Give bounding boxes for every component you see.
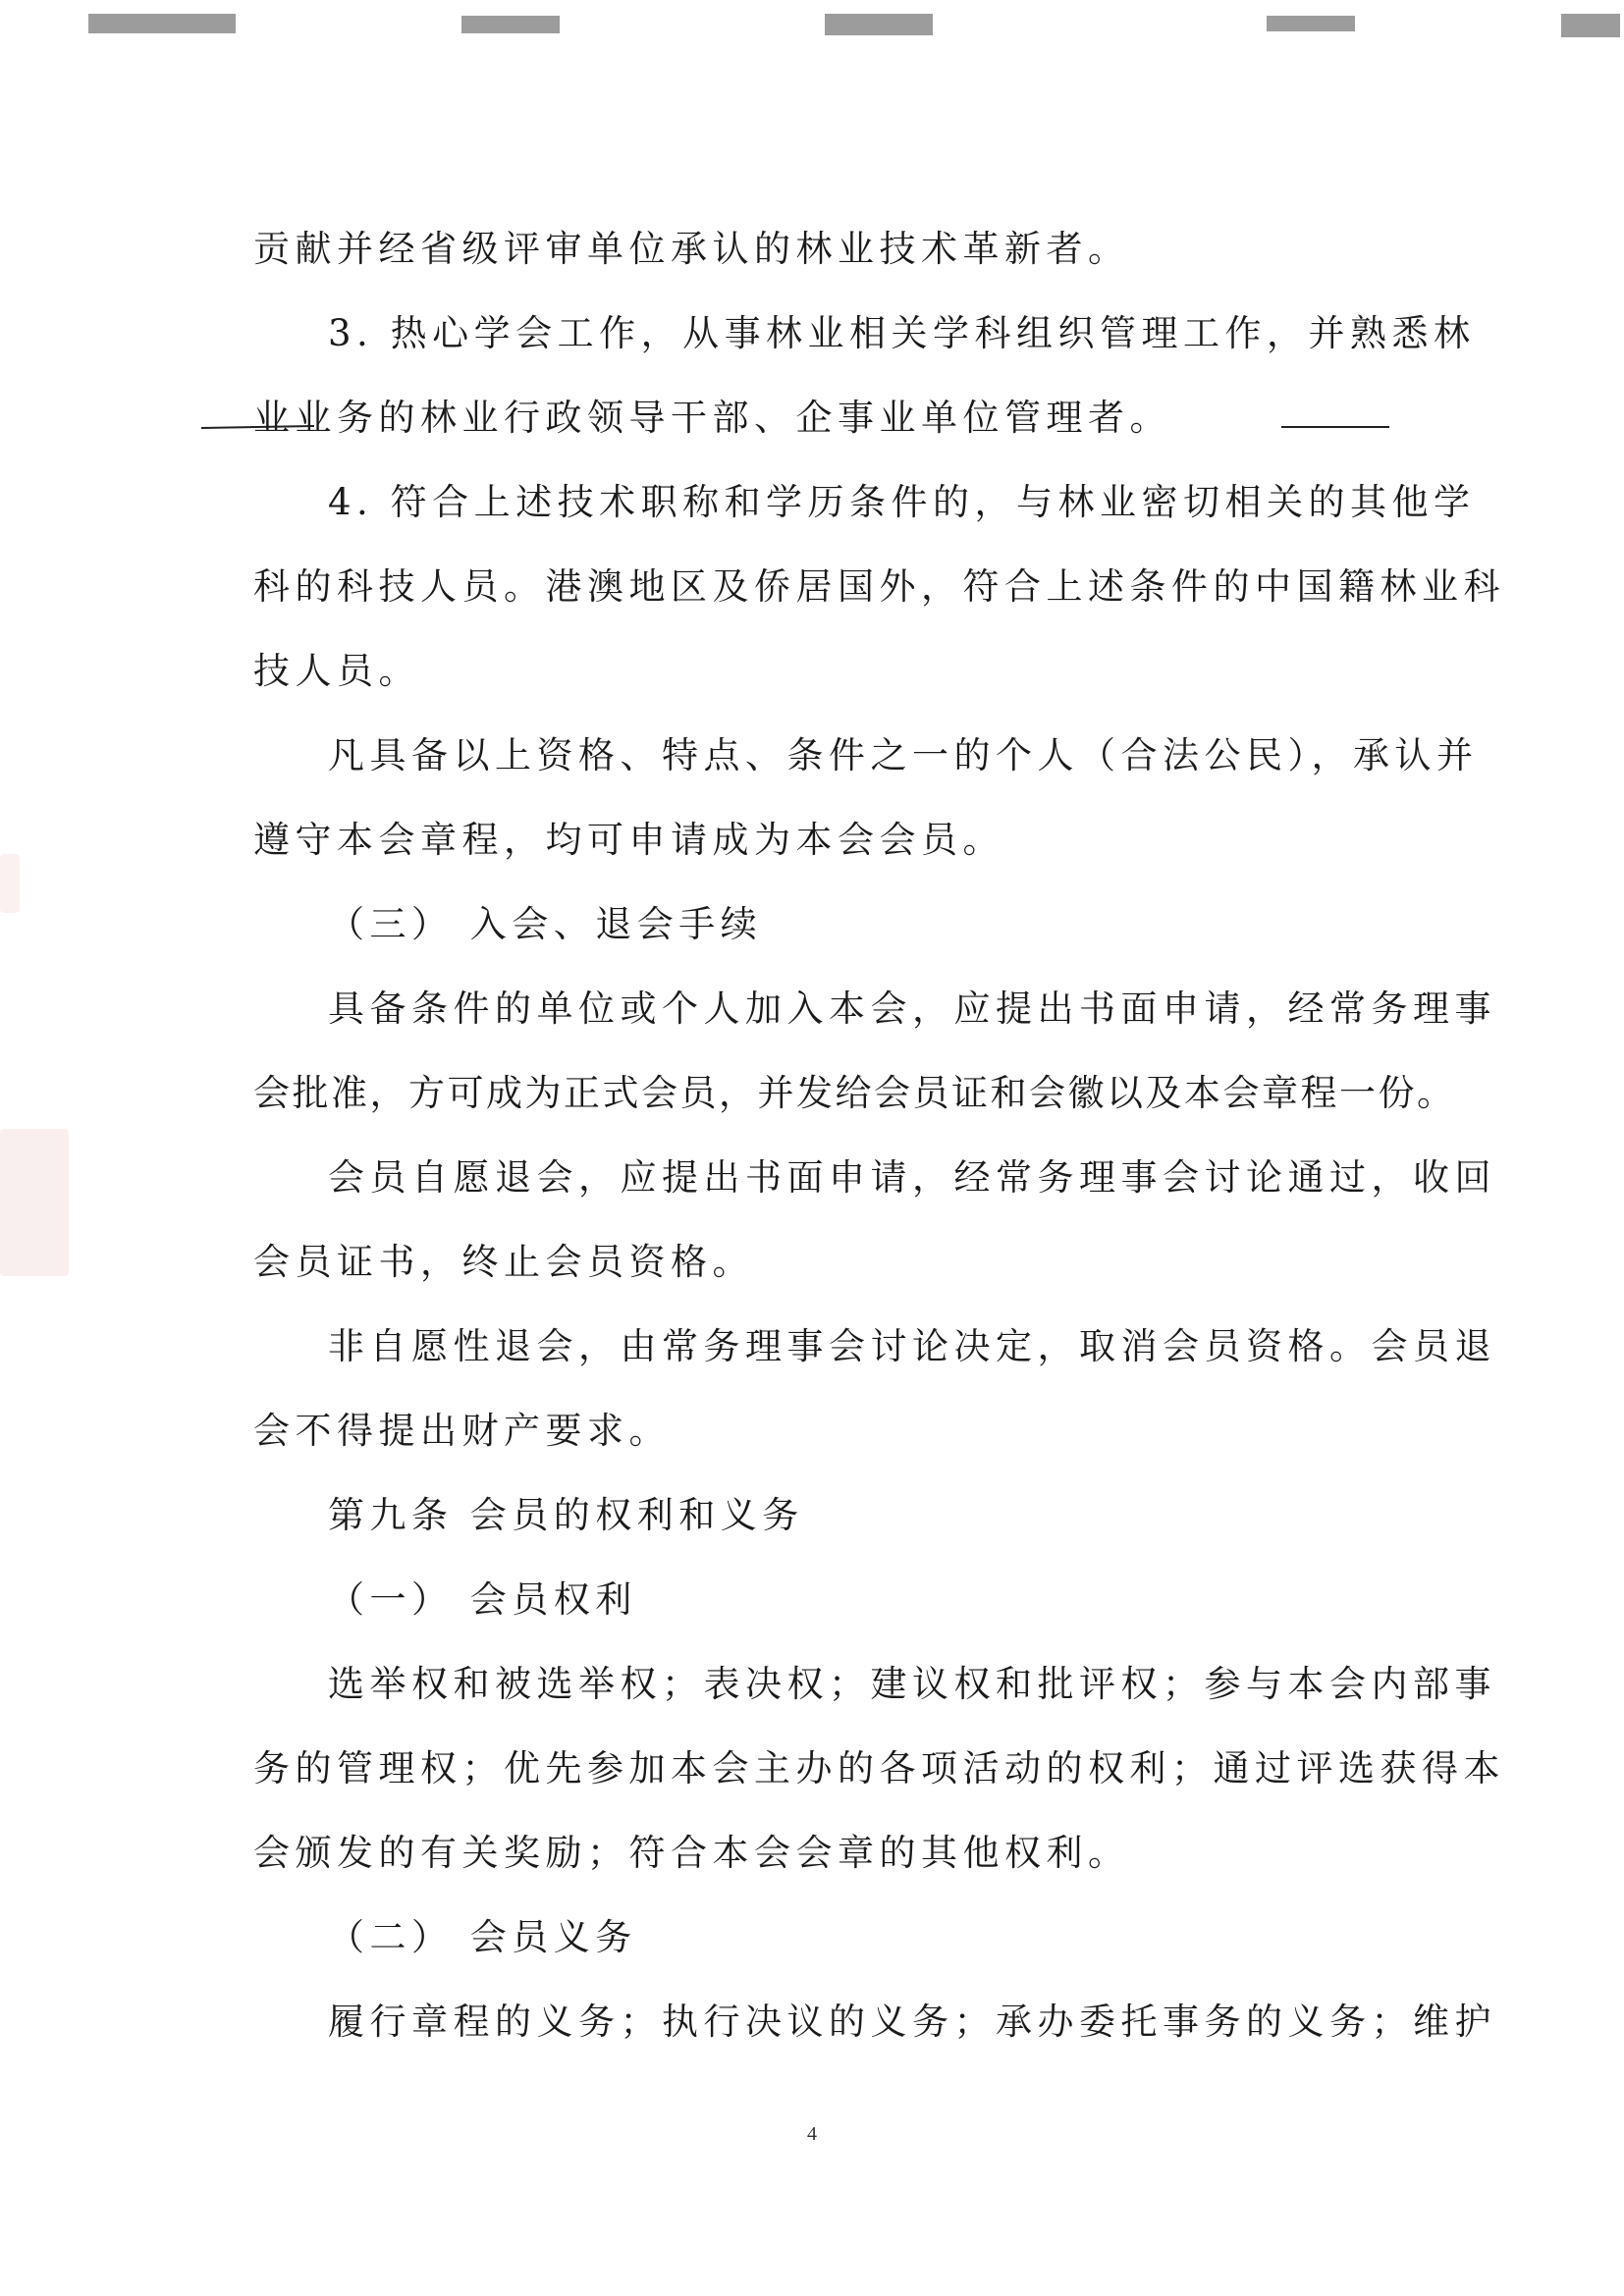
scan-artifact [825, 14, 933, 35]
paragraph-line: 选举权和被选举权；表决权；建议权和批评权；参与本会内部事 [328, 1663, 1496, 1705]
paragraph-line: 3. 热心学会工作，从事林业相关学科组织管理工作，并熟悉林 [328, 312, 1476, 354]
section-heading: （一） 会员权利 [328, 1578, 637, 1621]
paragraph-line: 履行章程的义务；执行决议的义务；承办委托事务的义务；维护 [328, 2001, 1496, 2043]
stamp-bleed [0, 854, 20, 913]
paragraph-line: 非自愿性退会，由常务理事会讨论决定，取消会员资格。会员退 [328, 1325, 1496, 1367]
paragraph-line: 贡献并经省级评审单位承认的林业技术革新者。 [253, 228, 1130, 270]
paragraph-line: 具备条件的单位或个人加入本会，应提出书面申请，经常务理事 [328, 988, 1496, 1030]
paragraph-line: 会颁发的有关奖励；符合本会会章的其他权利。 [253, 1832, 1130, 1874]
page-number: 4 [807, 2123, 817, 2145]
scan-artifact [88, 14, 236, 33]
paragraph-line: 会批准，方可成为正式会员，并发给会员证和会徽以及本会章程一份。 [253, 1072, 1456, 1114]
paragraph-line: 会员证书，终止会员资格。 [253, 1241, 754, 1283]
scan-artifact [461, 16, 560, 33]
paragraph-line: 科的科技人员。港澳地区及侨居国外，符合上述条件的中国籍林业科 [253, 565, 1505, 608]
paragraph-line: 凡具备以上资格、特点、条件之一的个人（合法公民），承认并 [328, 734, 1479, 776]
paragraph-line: 技人员。 [253, 650, 420, 692]
scan-artifact [1561, 14, 1620, 37]
paragraph-line: 会不得提出财产要求。 [253, 1410, 671, 1452]
paragraph-line: 业业务的林业行政领导干部、企事业单位管理者。 [253, 397, 1171, 439]
paragraph-line: 遵守本会章程，均可申请成为本会会员。 [253, 819, 1004, 861]
article-heading: 第九条 会员的权利和义务 [328, 1494, 804, 1536]
section-heading: （三） 入会、退会手续 [328, 903, 763, 945]
stamp-bleed [0, 1129, 69, 1276]
paragraph-line: 务的管理权；优先参加本会主办的各项活动的权利；通过评选获得本 [253, 1747, 1505, 1789]
paragraph-line: 4. 符合上述技术职称和学历条件的，与林业密切相关的其他学 [328, 481, 1476, 523]
section-heading: （二） 会员义务 [328, 1916, 637, 1958]
scan-artifact [1267, 16, 1355, 31]
paragraph-line: 会员自愿退会，应提出书面申请，经常务理事会讨论通过，收回 [328, 1156, 1496, 1199]
